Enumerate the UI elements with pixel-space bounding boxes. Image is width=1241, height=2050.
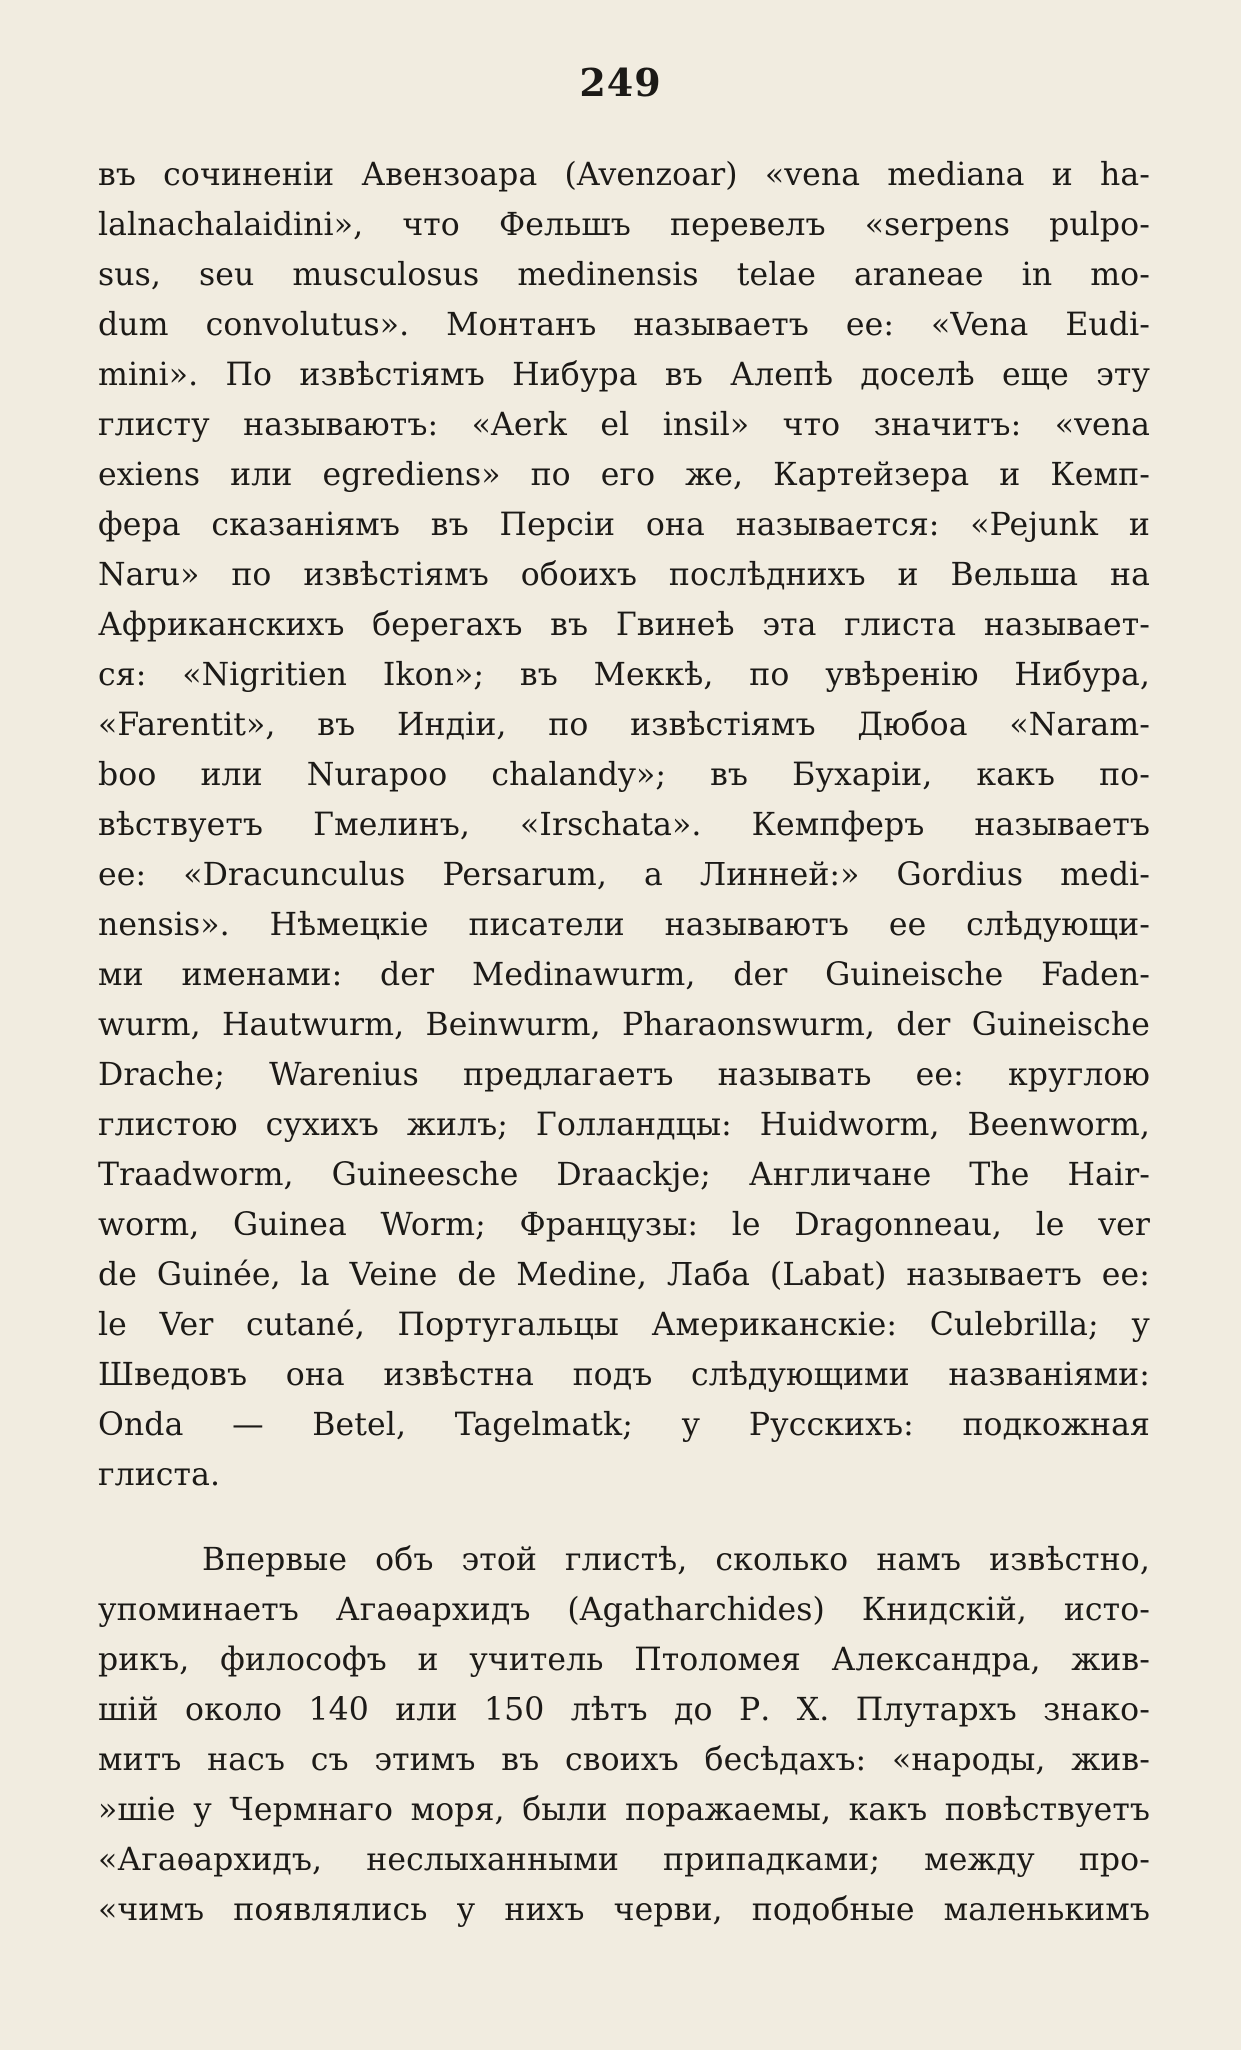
text-line: Drache; Warenius предлагаетъ называть ее: круглою bbox=[98, 1057, 1150, 1093]
text-line: nensis». Нѣмецкіе писатели называютъ ее слѣдующи- bbox=[98, 907, 1150, 943]
text-line: de Guinée, la Veine de Medine, Лаба (Labat) называетъ ее: bbox=[98, 1257, 1150, 1293]
text-line: въ сочиненіи Авензоара (Avenzoar) «vena mediana и ha- bbox=[98, 157, 1150, 193]
text-line: Onda — Betel, Tagelmatk; у Русскихъ: подкожная bbox=[98, 1407, 1150, 1443]
text-line: упоминаетъ Агаѳархидъ (Agatharchides) Книдскій, исто- bbox=[98, 1592, 1150, 1628]
text-line: Впервые объ этой глистѣ, сколько намъ извѣстно, bbox=[202, 1542, 1150, 1578]
text-line: Naru» по извѣстіямъ обоихъ послѣднихъ и Вельша на bbox=[98, 557, 1150, 593]
text-line: wurm, Hautwurm, Beinwurm, Pharaonswurm, der Guineische bbox=[98, 1007, 1150, 1043]
text-line: lalnachalaidini», что Фельшъ перевелъ «serpens pulpo- bbox=[98, 207, 1150, 243]
text-line: рикъ, философъ и учитель Птоломея Александра, жив- bbox=[98, 1642, 1150, 1678]
text-line: Шведовъ она извѣстна подъ слѣдующими названіями: bbox=[98, 1357, 1150, 1393]
text-line: dum convolutus». Монтанъ называетъ ее: «Vena Eudi- bbox=[98, 307, 1150, 343]
text-line: exiens или egrediens» по его же, Картейзера и Кемп- bbox=[98, 457, 1150, 493]
text-line: митъ насъ съ этимъ въ своихъ бесѣдахъ: «народы, жив- bbox=[98, 1742, 1150, 1778]
text-line: вѣствуетъ Гмелинъ, «Irschata». Кемпферъ называетъ bbox=[98, 807, 1150, 843]
text-line: ми именами: der Medinawurm, der Guineische Faden- bbox=[98, 957, 1150, 993]
text-line: worm, Guinea Worm; Французы: le Dragonneau, le ver bbox=[98, 1207, 1150, 1243]
text-line: глиста. bbox=[98, 1457, 221, 1493]
text-line: sus, seu musculosus medinensis telae araneae in mo- bbox=[98, 257, 1150, 293]
text-line: Traadworm, Guineesche Draackje; Англичане The Hair- bbox=[98, 1157, 1150, 1193]
paragraph-history bbox=[98, 1535, 1150, 1935]
text-line: «чимъ появлялись у нихъ черви, подобные маленькимъ bbox=[98, 1892, 1150, 1928]
text-line: глисту называютъ: «Aerk el insil» что значитъ: «vena bbox=[98, 407, 1150, 443]
text-line: шій около 140 или 150 лѣтъ до Р. Х. Плутархъ знако- bbox=[98, 1692, 1150, 1728]
text-line: Африканскихъ берегахъ въ Гвинеѣ эта глиста называет- bbox=[98, 607, 1150, 643]
paragraph-dracunculus-names bbox=[98, 150, 1150, 1500]
text-line: mini». По извѣстіямъ Нибура въ Алепѣ доселѣ еще эту bbox=[98, 357, 1150, 393]
text-line: ее: «Dracunculus Persarum, а Линней:» Gordius medi- bbox=[98, 857, 1150, 893]
text-line: глистою сухихъ жилъ; Голландцы: Huidworm, Beenworm, bbox=[98, 1107, 1150, 1143]
text-line: le Ver cutané, Португальцы Американскіе: Culebrilla; у bbox=[98, 1307, 1150, 1343]
text-line: »шіе у Чермнаго моря, были поражаемы, какъ повѣствуетъ bbox=[98, 1792, 1150, 1828]
text-line: «Агаѳархидъ, неслыханными припадками; между про- bbox=[98, 1842, 1150, 1878]
text-line: «Farentit», въ Индіи, по извѣстіямъ Дюбоа «Naram- bbox=[98, 707, 1150, 743]
text-line: boo или Nurapoo chalandy»; въ Бухаріи, какъ по- bbox=[98, 757, 1150, 793]
text-line: ся: «Nigritien Ikon»; въ Меккѣ, по увѣренію Нибура, bbox=[98, 657, 1150, 693]
page-number: 249 bbox=[579, 60, 662, 105]
text-line: фера сказаніямъ въ Персіи она называется: «Pejunk и bbox=[98, 507, 1150, 543]
